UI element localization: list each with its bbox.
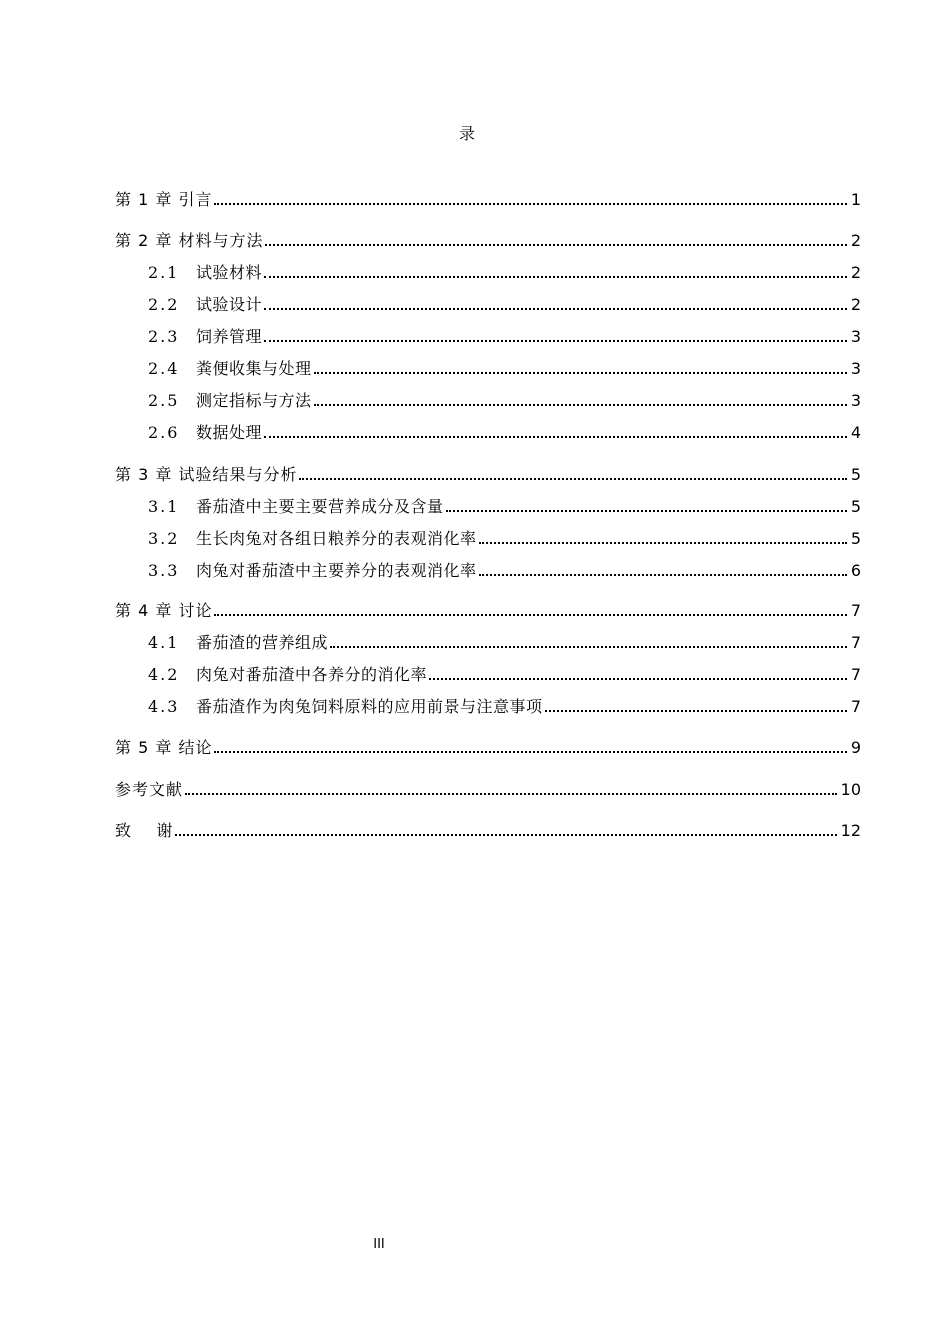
toc-entry-label: 第 1 章 引言 — [115, 190, 213, 209]
footer-page-number: III — [373, 1237, 385, 1252]
toc-entry-section-3-2[interactable] — [148, 525, 861, 549]
toc-entry-text: 试验设计 — [196, 295, 263, 314]
toc-entry-section-2-2[interactable] — [148, 291, 861, 315]
toc-entry-label: 参考文献 — [115, 780, 184, 799]
dot-leader — [446, 510, 847, 512]
toc-entry-chapter-2[interactable] — [115, 227, 861, 251]
toc-entry-number: 4.3 — [148, 697, 180, 716]
toc-entry-label: 致 谢 — [115, 821, 174, 840]
toc-entry-section-2-1[interactable] — [148, 259, 861, 283]
toc-entry-page: 4 — [850, 423, 861, 442]
dot-leader — [299, 478, 846, 480]
toc-entry-page: 7 — [850, 665, 861, 684]
toc-entry-section-4-2[interactable] — [148, 661, 861, 685]
toc-entry-chapter-5[interactable] — [115, 734, 861, 758]
toc-entry-number: 2.3 — [148, 327, 180, 346]
toc-entry-text: 测定指标与方法 — [196, 391, 312, 410]
toc-entry-page: 10 — [840, 780, 861, 799]
toc-entry-text: 肉兔对番茄渣中各养分的消化率 — [196, 665, 428, 684]
toc-entry-acknowledgements[interactable] — [115, 817, 861, 841]
toc-entry-page: 2 — [850, 295, 861, 314]
dot-leader — [214, 751, 846, 753]
toc-entry-label: 第 5 章 结论 — [115, 738, 213, 757]
toc-entry-page: 5 — [850, 529, 861, 548]
toc-entry-page: 6 — [850, 561, 861, 580]
dot-leader — [264, 308, 847, 310]
toc-entry-chapter-1[interactable] — [115, 186, 861, 210]
toc-entry-page: 3 — [850, 327, 861, 346]
toc-entry-label: 第 2 章 材料与方法 — [115, 231, 264, 250]
toc-entry-number: 3.1 — [148, 497, 180, 516]
toc-entry-page: 3 — [850, 391, 861, 410]
toc-entry-text: 生长肉兔对各组日粮养分的表观消化率 — [196, 529, 477, 548]
dot-leader — [429, 678, 847, 680]
toc-entry-page: 1 — [850, 190, 861, 209]
toc-entry-text: 番茄渣作为肉兔饲料原料的应用前景与注意事项 — [196, 697, 543, 716]
dot-leader — [479, 542, 847, 544]
toc-entry-page: 7 — [850, 633, 861, 652]
dot-leader — [479, 574, 847, 576]
toc-entry-text: 番茄渣中主要主要营养成分及含量 — [196, 497, 444, 516]
dot-leader — [214, 203, 846, 205]
toc-entry-number: 2.6 — [148, 423, 180, 442]
dot-leader — [185, 793, 837, 795]
toc-entry-section-2-6[interactable] — [148, 419, 861, 443]
toc-entry-number: 2.2 — [148, 295, 180, 314]
toc-title: 录 — [458, 124, 475, 143]
toc-entry-page: 12 — [840, 821, 861, 840]
toc-entry-references[interactable] — [115, 776, 861, 800]
toc-entry-page: 2 — [850, 231, 861, 250]
toc-entry-section-3-3[interactable] — [148, 557, 861, 581]
dot-leader — [264, 340, 847, 342]
toc-entry-label: 第 4 章 讨论 — [115, 601, 213, 620]
dot-leader — [264, 276, 847, 278]
toc-entry-label: 第 3 章 试验结果与分析 — [115, 465, 298, 484]
toc-entry-page: 5 — [850, 465, 861, 484]
toc-entry-section-4-1[interactable] — [148, 629, 861, 653]
toc-entry-number: 3.2 — [148, 529, 180, 548]
toc-entry-section-3-1[interactable] — [148, 493, 861, 517]
dot-leader — [330, 646, 847, 648]
toc-entry-section-4-3[interactable] — [148, 693, 861, 717]
toc-entry-text: 番茄渣的营养组成 — [196, 633, 329, 652]
toc-entry-page: 2 — [850, 263, 861, 282]
toc-entry-number: 3.3 — [148, 561, 180, 580]
dot-leader — [545, 710, 847, 712]
toc-entry-text: 试验材料 — [196, 263, 263, 282]
dot-leader — [264, 436, 847, 438]
toc-entry-section-2-4[interactable] — [148, 355, 861, 379]
toc-entry-number: 2.5 — [148, 391, 180, 410]
toc-entry-number: 4.1 — [148, 633, 180, 652]
dot-leader — [265, 244, 846, 246]
dot-leader — [214, 614, 846, 616]
toc-entry-chapter-4[interactable] — [115, 597, 861, 621]
toc-entry-page: 7 — [850, 697, 861, 716]
toc-entry-section-2-3[interactable] — [148, 323, 861, 347]
toc-entry-number: 2.1 — [148, 263, 180, 282]
dot-leader — [314, 372, 847, 374]
toc-entry-text: 粪便收集与处理 — [196, 359, 312, 378]
toc-entry-page: 5 — [850, 497, 861, 516]
toc-entry-text: 数据处理 — [196, 423, 263, 442]
toc-entry-number: 2.4 — [148, 359, 180, 378]
dot-leader — [175, 834, 836, 836]
toc-entry-page: 3 — [850, 359, 861, 378]
toc-entry-section-2-5[interactable] — [148, 387, 861, 411]
toc-entry-text: 肉兔对番茄渣中主要养分的表观消化率 — [196, 561, 477, 580]
toc-entry-chapter-3[interactable] — [115, 461, 861, 485]
toc-entry-page: 7 — [850, 601, 861, 620]
toc-entry-number: 4.2 — [148, 665, 180, 684]
dot-leader — [314, 404, 847, 406]
toc-entry-page: 9 — [850, 738, 861, 757]
toc-entry-text: 饲养管理 — [196, 327, 263, 346]
